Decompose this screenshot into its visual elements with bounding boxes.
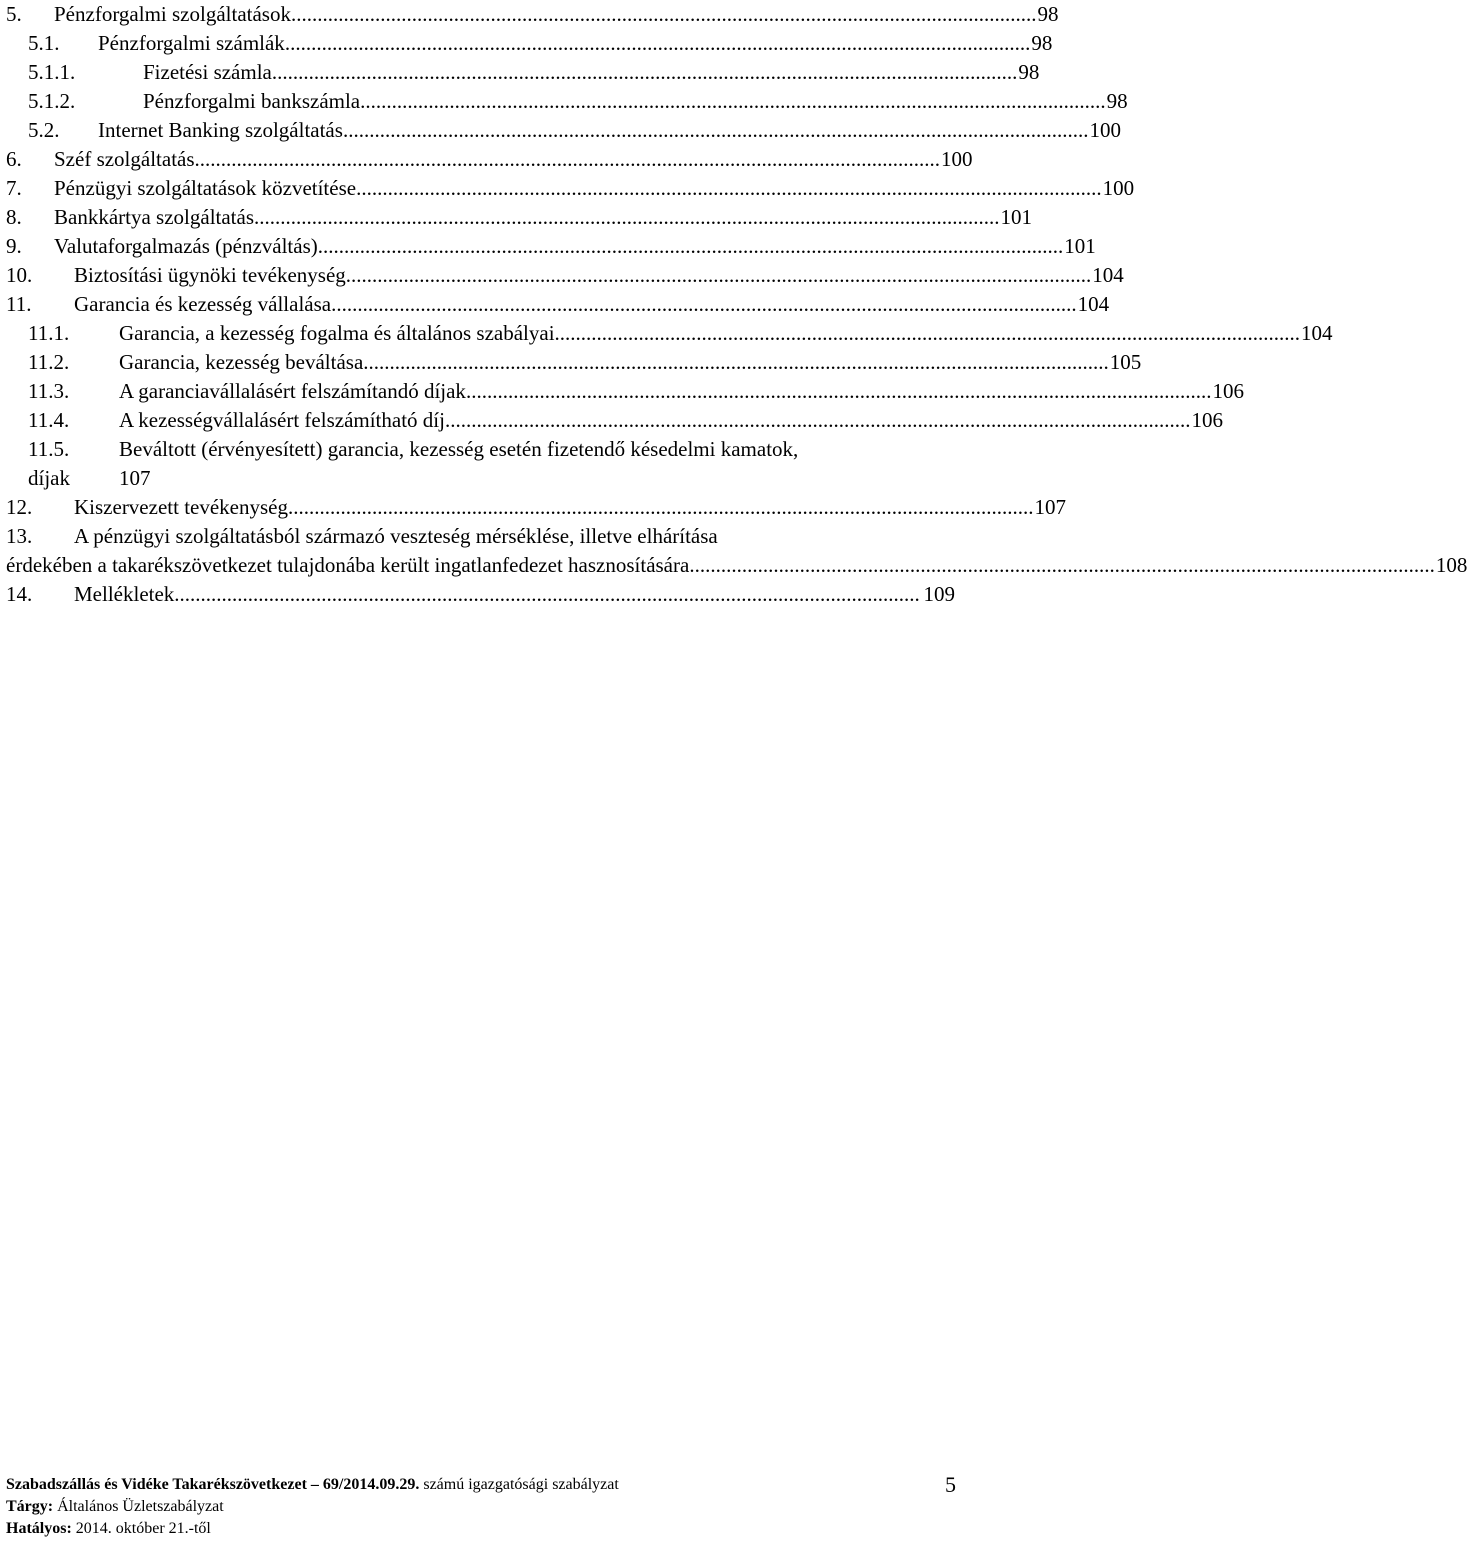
toc-entry-title: Széf szolgáltatás <box>54 147 195 171</box>
toc-entry-page: 100 <box>1102 176 1135 200</box>
toc-entry[interactable] <box>0 0 1059 29</box>
page-footer <box>6 1474 956 1540</box>
footer-document-type: számú igazgatósági szabályzat <box>419 1476 619 1493</box>
dot-leader: .............................................................................................................................................. <box>331 292 1077 316</box>
dot-leader: .............................................................................................................................................. <box>444 408 1191 432</box>
toc-entry[interactable] <box>0 203 1033 232</box>
toc-entry-title: Pénzforgalmi bankszámla <box>143 89 361 113</box>
toc-entry-page: 104 <box>1301 321 1333 345</box>
toc-entry-page: 101 <box>1064 234 1096 258</box>
dot-leader: .............................................................................................................................................. <box>356 176 1102 200</box>
toc-entry[interactable] <box>0 174 1135 203</box>
toc-entry-title: Pénzügyi szolgáltatások közvetítése <box>54 176 357 200</box>
footer-line-effective <box>6 1518 956 1540</box>
toc-entry-page: 98 <box>1018 60 1040 84</box>
toc-entry-title: A garanciavállalásért felszámítandó díjak <box>119 379 466 403</box>
footer-subject: Általános Üzletszabályzat <box>53 1498 224 1515</box>
toc-entry-title: Beváltott (érvényesített) garancia, kezesség esetén fizetendő késedelmi kamatok, <box>119 437 799 461</box>
toc-entry[interactable] <box>0 232 1096 261</box>
toc-entry-title: A kezességvállalásért felszámítható díj <box>119 408 445 432</box>
toc-entry-title: Garancia, a kezesség fogalma és általános szabályai <box>119 321 555 345</box>
toc-entry[interactable] <box>0 493 1066 522</box>
toc-entry-number: 8. <box>6 205 22 229</box>
toc-entry-page: 109 <box>923 582 955 606</box>
dot-leader: .............................................................................................................................................. <box>284 31 1031 55</box>
toc-entry-page: 105 <box>1109 350 1142 374</box>
toc-entry-page: 106 <box>1191 408 1223 432</box>
toc-entry-page: 107 <box>1034 495 1066 519</box>
toc-entry-number: 13. <box>6 524 33 548</box>
toc-entry-page: 100 <box>1089 118 1121 142</box>
toc-entry-title: Pénzforgalmi szolgáltatások <box>54 2 291 26</box>
toc-entry-title: Garancia és kezesség vállalása <box>74 292 332 316</box>
toc-entry-title: A pénzügyi szolgáltatásból származó veszteség mérséklése, illetve elhárítása <box>74 524 718 548</box>
toc-entry-page: 106 <box>1212 379 1244 403</box>
toc-entry-number: 5.2. <box>28 118 60 142</box>
dot-leader: .............................................................................................................................................. <box>271 60 1018 84</box>
dot-leader: .............................................................................................................................................. <box>194 147 941 171</box>
toc-entry-continuation[interactable] <box>0 551 1467 580</box>
toc-entry[interactable] <box>0 58 1040 87</box>
dot-leader: .............................................................................................................................................. <box>689 553 1435 577</box>
toc-entry-title: Garancia, kezesség beváltása <box>119 350 364 374</box>
toc-entry-continuation[interactable] <box>0 464 955 493</box>
toc-entry-number: 5.1.2. <box>28 89 76 113</box>
dot-leader: .............................................................................................................................................. <box>342 118 1089 142</box>
toc-entry-title: Pénzforgalmi számlák <box>98 31 285 55</box>
toc-entry-page: 104 <box>1077 292 1110 316</box>
footer-line-document <box>6 1474 956 1496</box>
toc-entry-page: 98 <box>1031 31 1053 55</box>
dot-leader: .............................................................................................................................................. <box>363 350 1109 374</box>
toc-entry-number: 5. <box>6 2 22 26</box>
toc-entry-number: 6. <box>6 147 22 171</box>
toc-entry-title: Biztosítási ügynöki tevékenység <box>74 263 346 287</box>
toc-entry-title-continuation: érdekében a takarékszövetkezet tulajdonába került ingatlanfedezet hasznosítására <box>6 553 690 577</box>
dot-leader: .............................................................................................................................................. <box>254 205 1000 229</box>
toc-entry-number: 11.1. <box>28 321 70 345</box>
toc-entry-page: 98 <box>1106 89 1128 113</box>
toc-entry-number: 11.5. <box>28 437 70 461</box>
footer-subject-label: Tárgy: <box>6 1498 54 1515</box>
toc-entry[interactable] <box>0 290 1110 319</box>
toc-entry-number: 11.2. <box>28 350 70 374</box>
toc-entry-page: 98 <box>1037 2 1059 26</box>
toc-entry-title: Mellékletek <box>74 582 175 606</box>
toc-entry-title: Fizetési számla <box>143 60 272 84</box>
footer-organization: Szabadszállás és Vidéke Takarékszövetkezet – 69/2014.09.29. <box>6 1476 420 1493</box>
toc-entry[interactable] <box>0 435 955 464</box>
toc-entry-page: 100 <box>941 147 973 171</box>
toc-entry[interactable] <box>0 348 1142 377</box>
toc-entry-number: 11.3. <box>28 379 70 403</box>
toc-entry-page: 104 <box>1092 263 1124 287</box>
toc-entry-number: 5.1.1. <box>28 60 76 84</box>
toc-entry-title: Internet Banking szolgáltatás <box>98 118 343 142</box>
toc-entry-title: Kiszervezett tevékenység <box>74 495 288 519</box>
page-number: 5 <box>945 1472 956 1497</box>
toc-entry-page: 107 <box>119 466 151 490</box>
toc-entry[interactable] <box>0 87 1128 116</box>
toc-entry[interactable] <box>0 406 1223 435</box>
toc-entry-number: 14. <box>6 582 33 606</box>
toc-entry[interactable] <box>0 29 1053 58</box>
toc-entry-number: 9. <box>6 234 22 258</box>
toc-entry-number: 7. <box>6 176 22 200</box>
dot-leader: .............................................................................................................................................. <box>360 89 1106 113</box>
footer-effective-label: Hatályos: <box>6 1520 72 1537</box>
toc-entry-title: Bankkártya szolgáltatás <box>54 205 255 229</box>
toc-entry-number: 10. <box>6 263 33 287</box>
toc-entry[interactable] <box>0 580 955 609</box>
toc-entry-number: 5.1. <box>28 31 60 55</box>
dot-leader: .............................................................................................................................................. <box>345 263 1092 287</box>
toc-entry-title: Valutaforgalmazás (pénzváltás) <box>54 234 318 258</box>
toc-entry-number: 11.4. <box>28 408 70 432</box>
dot-leader: .............................................................................................................................................. <box>317 234 1064 258</box>
dot-leader: .............................................................................................................................................. <box>174 582 920 606</box>
toc-entry[interactable] <box>0 319 1333 348</box>
footer-effective-date: 2014. október 21.-től <box>71 1520 211 1537</box>
toc-entry-title-continuation: díjak <box>28 466 70 490</box>
footer-line-subject <box>6 1496 956 1518</box>
toc-entry[interactable] <box>0 377 1244 406</box>
toc-entry[interactable] <box>0 116 1121 145</box>
toc-entry[interactable] <box>0 522 955 551</box>
toc-entry-number: 12. <box>6 495 33 519</box>
dot-leader: .............................................................................................................................................. <box>287 495 1034 519</box>
toc-entry[interactable] <box>0 261 1124 290</box>
toc-entry[interactable] <box>0 145 973 174</box>
dot-leader: .............................................................................................................................................. <box>465 379 1212 403</box>
dot-leader: .............................................................................................................................................. <box>554 321 1301 345</box>
toc-entry-page: 108 <box>1435 553 1467 577</box>
dot-leader: .............................................................................................................................................. <box>290 2 1037 26</box>
toc-entry-page: 101 <box>1000 205 1033 229</box>
toc-entry-number: 11. <box>6 292 32 316</box>
